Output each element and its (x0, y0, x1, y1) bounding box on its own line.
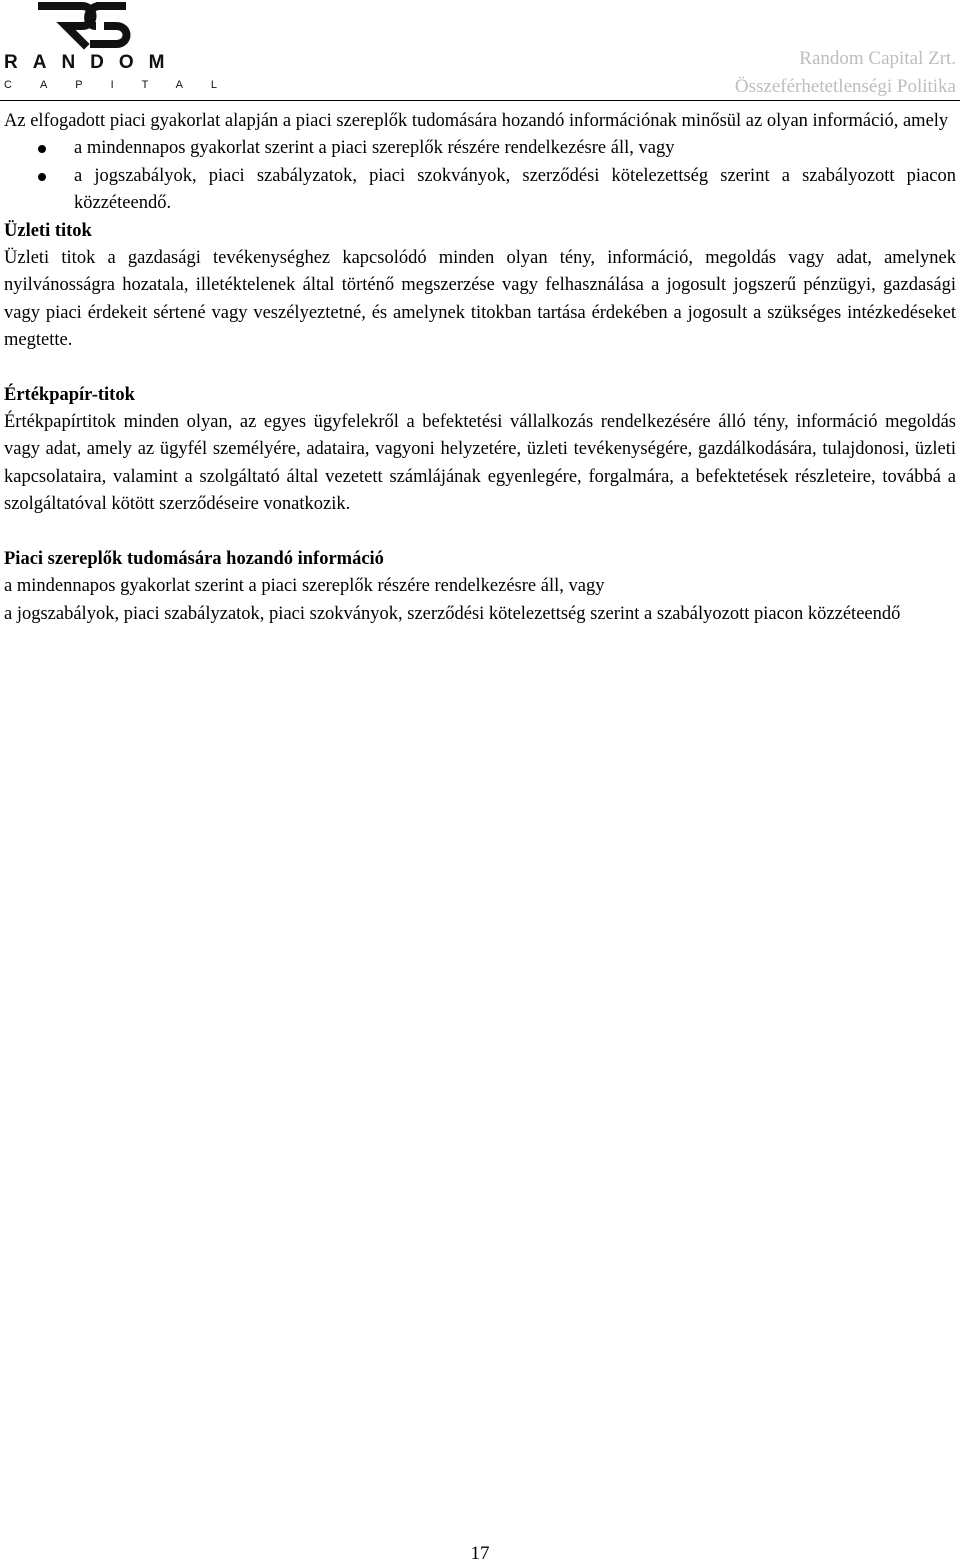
logo-mark-icon (4, 0, 134, 50)
list-item (4, 163, 956, 218)
section-heading-ertekpapir-titok: Értékpapír-titok (4, 384, 135, 405)
document-body (4, 108, 956, 628)
paragraph-spacer (4, 519, 956, 546)
intro-paragraph: Az elfogadott piaci gyakorlat alapján a piaci szereplők tudomására hozandó információnak minősül az olyan információ, amely (4, 111, 949, 131)
section-body-uzleti-titok: Üzleti titok a gazdasági tevékenységhez kapcsolódó minden olyan tény, információ, megoldás vagy adat, amelynek nyilvánosságra hozatala, illetéktelenek által történő megszerzése vagy felhasználása a jogosult jogszerű pénzügyi, gazdasági vagy piaci érdekeit sértené vagy veszélyeztetné, és amelynek titokban tartása érdekében a jogosult a szükséges intézkedéseket megtette. (4, 248, 956, 351)
section-body-ertekpapir-titok: Értékpapírtitok minden olyan, az egyes ügyfelekről a befektetési vállalkozás rendelkezésére álló tény, információ megoldás vagy adat, amely az ügyfél személyére, adataira, vagyoni helyzetére, üzleti tevékenységére, gazdálkodására, tulajdonosi, üzleti kapcsolataira, valamint a szolgáltató által vezetett számlájának egyenlegére, forgalmára, a befektetések részleteire, továbbá a szolgáltatóval kötött szerződéseire vonatkozik. (4, 412, 956, 515)
bullet-icon (38, 145, 46, 153)
page-number: 17 (470, 1543, 490, 1564)
page-header-right (735, 45, 956, 101)
logo-wordmark: RANDOM (4, 52, 180, 73)
list-item-text: a jogszabályok, piaci szabályzatok, piaci szokványok, szerződési kötelezettség szerint a szabályozott piacon közzéteendő. (74, 165, 956, 214)
section-line: a mindennapos gyakorlat szerint a piaci szereplők részére rendelkezésre áll, vagy (4, 576, 605, 597)
paragraph-spacer (4, 355, 956, 382)
list-item (4, 135, 956, 162)
header-company: Random Capital Zrt. (799, 48, 956, 69)
section-heading-uzleti-titok: Üzleti titok (4, 220, 92, 241)
random-capital-logo (4, 0, 246, 96)
bullet-icon (38, 173, 46, 181)
section-line: a jogszabályok, piaci szabályzatok, piaci szokványok, szerződési kötelezettség szerint a szabályozott piacon közzéteendő (4, 603, 901, 624)
intro-bullet-list (4, 135, 956, 217)
list-item-text: a mindennapos gyakorlat szerint a piaci szereplők részére rendelkezésre áll, vagy (74, 138, 675, 159)
section-heading-piaci-informacio: Piaci szereplők tudomására hozandó információ (4, 548, 384, 569)
header-divider (0, 100, 960, 101)
header-doc-title: Összeférhetetlenségi Politika (734, 76, 956, 97)
logo-subtitle: CAPITAL (4, 79, 246, 91)
